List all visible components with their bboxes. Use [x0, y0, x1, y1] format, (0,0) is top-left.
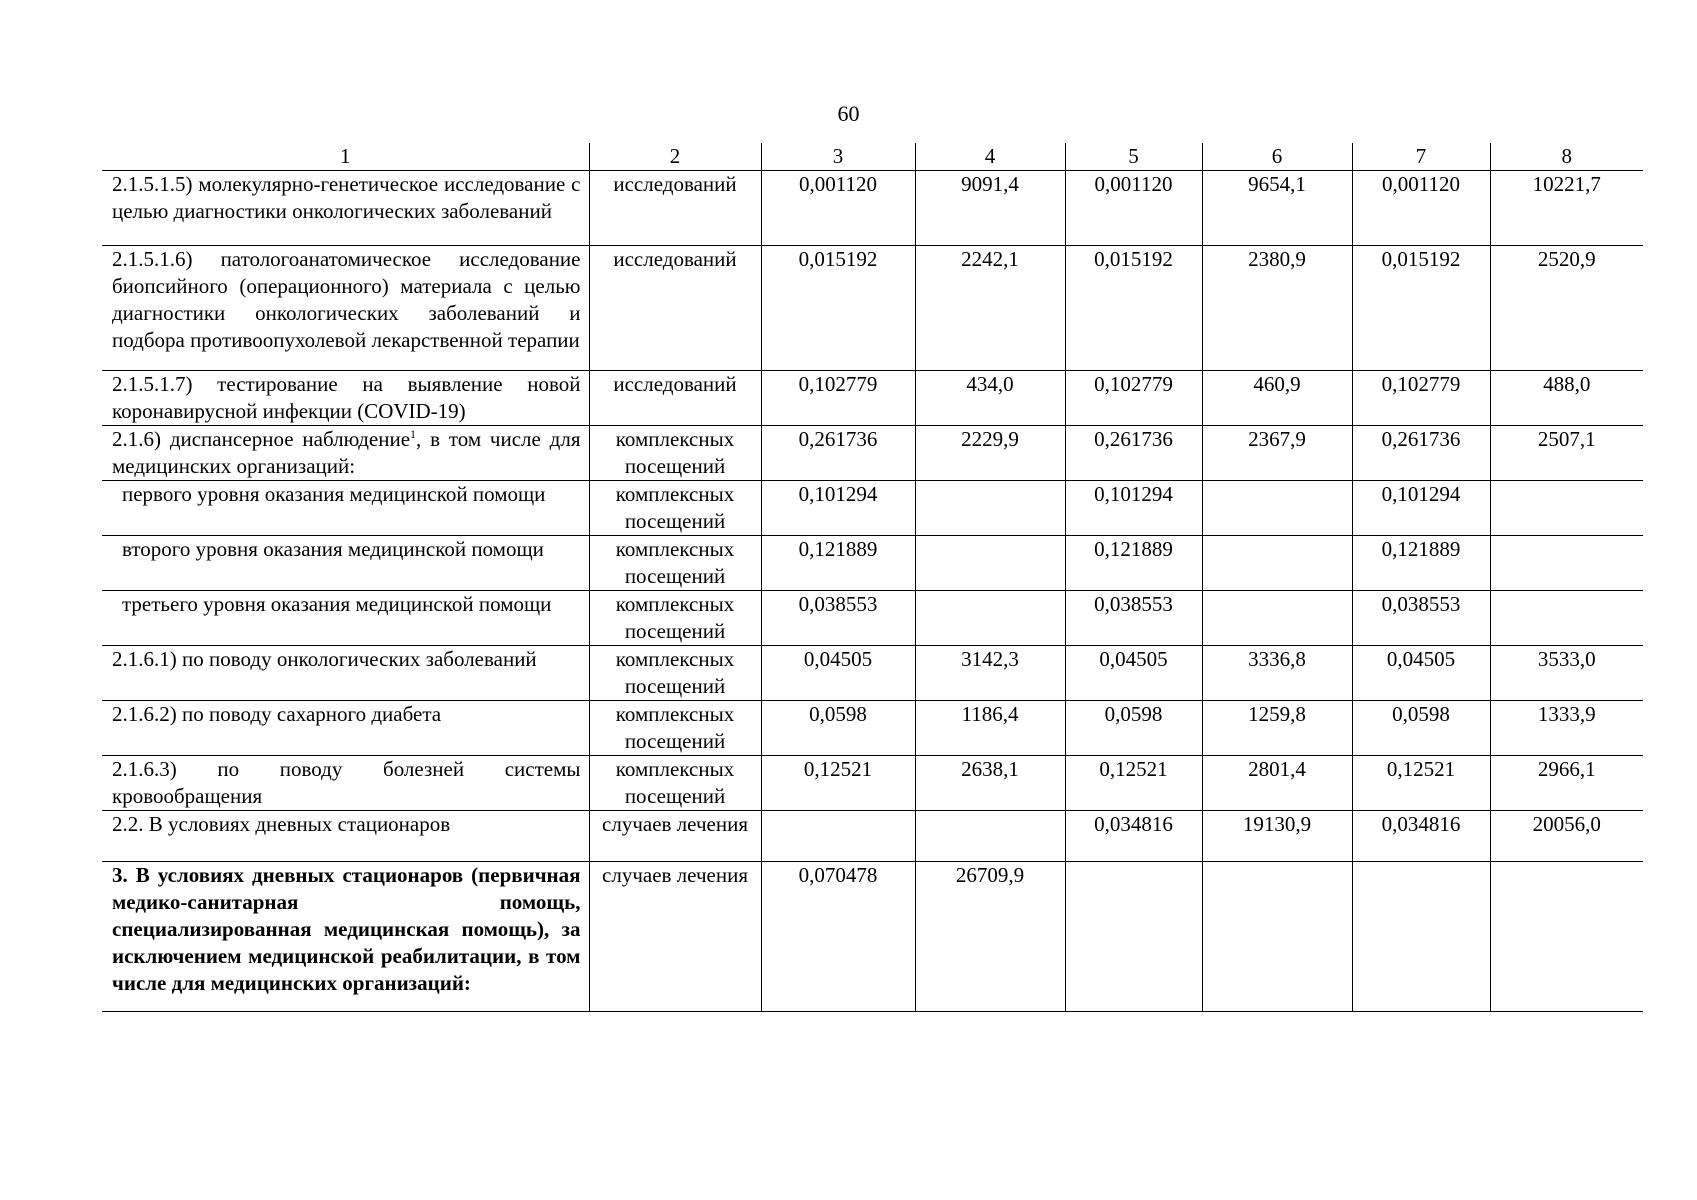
value-cell: 0,001120: [1065, 171, 1202, 246]
value-cell: 0,261736: [1352, 426, 1490, 481]
value-cell: 0,261736: [1065, 426, 1202, 481]
table-row: [102, 756, 1643, 811]
value-cell: [1490, 481, 1643, 536]
value-cell: 1259,8: [1202, 701, 1352, 756]
value-cell: [1202, 862, 1352, 1012]
indicator-name-cell: [102, 862, 589, 1012]
indicator-name-cell: [102, 646, 589, 701]
indicator-name-cell: [102, 426, 589, 481]
value-cell: 0,070478: [761, 862, 915, 1012]
unit-cell: случаев лечения: [589, 811, 761, 862]
table-row: [102, 171, 1643, 246]
value-cell: 0,04505: [761, 646, 915, 701]
table-row: [102, 246, 1643, 371]
unit-cell: комплексных посещений: [589, 481, 761, 536]
value-cell: 0,038553: [1352, 591, 1490, 646]
indicator-name-cell: [102, 591, 589, 646]
value-cell: 20056,0: [1490, 811, 1643, 862]
value-cell: 2229,9: [915, 426, 1065, 481]
value-cell: 0,04505: [1065, 646, 1202, 701]
value-cell: 0,102779: [1352, 371, 1490, 426]
column-header: 1: [102, 143, 589, 171]
footnote-ref: 1: [410, 427, 417, 441]
column-header: 4: [915, 143, 1065, 171]
value-cell: 2380,9: [1202, 246, 1352, 371]
value-cell: 0,034816: [1352, 811, 1490, 862]
column-header: 6: [1202, 143, 1352, 171]
value-cell: 0,015192: [1352, 246, 1490, 371]
indicator-name: второго уровня оказания медицинской помощи: [122, 537, 544, 561]
indicator-name: 2.1.5.1.5) молекулярно-генетическое исследование с целью диагностики онкологических заболеваний: [112, 172, 581, 223]
table-row: [102, 701, 1643, 756]
indicator-name: 2.1.6.1) по поводу онкологических заболеваний: [112, 647, 537, 671]
value-cell: 0,12521: [761, 756, 915, 811]
value-cell: 9654,1: [1202, 171, 1352, 246]
table-row: [102, 862, 1643, 1012]
table-row: [102, 591, 1643, 646]
value-cell: 26709,9: [915, 862, 1065, 1012]
value-cell: [1202, 481, 1352, 536]
value-cell: 2520,9: [1490, 246, 1643, 371]
unit-cell: случаев лечения: [589, 862, 761, 1012]
value-cell: [1352, 862, 1490, 1012]
value-cell: 3336,8: [1202, 646, 1352, 701]
value-cell: 0,121889: [1065, 536, 1202, 591]
value-cell: 0,12521: [1065, 756, 1202, 811]
unit-cell: комплексных посещений: [589, 536, 761, 591]
value-cell: [915, 591, 1065, 646]
value-cell: 0,101294: [761, 481, 915, 536]
value-cell: [1065, 862, 1202, 1012]
value-cell: 0,0598: [761, 701, 915, 756]
value-cell: 3142,3: [915, 646, 1065, 701]
unit-cell: комплексных посещений: [589, 701, 761, 756]
value-cell: 0,102779: [761, 371, 915, 426]
value-cell: [915, 811, 1065, 862]
value-cell: [915, 536, 1065, 591]
unit-cell: исследований: [589, 171, 761, 246]
value-cell: 2507,1: [1490, 426, 1643, 481]
unit-cell: комплексных посещений: [589, 756, 761, 811]
data-table: [102, 143, 1643, 1012]
indicator-name: первого уровня оказания медицинской помощи: [122, 482, 546, 506]
value-cell: 2367,9: [1202, 426, 1352, 481]
value-cell: [915, 481, 1065, 536]
table-row: [102, 481, 1643, 536]
unit-cell: комплексных посещений: [589, 646, 761, 701]
value-cell: 460,9: [1202, 371, 1352, 426]
indicator-name-cell: [102, 481, 589, 536]
indicator-name-cell: [102, 756, 589, 811]
value-cell: [1202, 536, 1352, 591]
column-header: 3: [761, 143, 915, 171]
value-cell: 0,038553: [1065, 591, 1202, 646]
value-cell: [1490, 591, 1643, 646]
value-cell: 0,12521: [1352, 756, 1490, 811]
value-cell: 0,101294: [1352, 481, 1490, 536]
value-cell: 0,001120: [1352, 171, 1490, 246]
indicator-name: 3. В условиях дневных стационаров (первичная медико-санитарная помощь, специализированная медицинская помощь), за исключением медицинской реабилитации, в том числе для медицинских организаций:: [112, 863, 581, 995]
value-cell: 2242,1: [915, 246, 1065, 371]
value-cell: 9091,4: [915, 171, 1065, 246]
indicator-name-cell: [102, 811, 589, 862]
indicator-name: 2.1.6) диспансерное наблюдение: [112, 427, 411, 451]
unit-cell: исследований: [589, 246, 761, 371]
indicator-name-cell: [102, 171, 589, 246]
indicator-name-cell: [102, 701, 589, 756]
indicator-name: 2.1.5.1.6) патологоанатомическое исследование биопсийного (операционного) материала с целью диагностики онкологических заболеваний и подбора противоопухолевой лекарственной терапии: [112, 247, 581, 352]
value-cell: 3533,0: [1490, 646, 1643, 701]
value-cell: [1490, 536, 1643, 591]
value-cell: 0,0598: [1065, 701, 1202, 756]
indicator-name: 2.1.5.1.7) тестирование на выявление новой коронавирусной инфекции (COVID-19): [112, 372, 581, 423]
indicator-name: 2.1.6.3) по поводу болезней системы кровообращения: [112, 757, 581, 808]
table-row: [102, 646, 1643, 701]
column-header: 8: [1490, 143, 1643, 171]
value-cell: [761, 811, 915, 862]
column-header: 5: [1065, 143, 1202, 171]
value-cell: 2638,1: [915, 756, 1065, 811]
value-cell: 0,015192: [1065, 246, 1202, 371]
value-cell: 0,015192: [761, 246, 915, 371]
value-cell: 1333,9: [1490, 701, 1643, 756]
unit-cell: комплексных посещений: [589, 426, 761, 481]
indicator-name-cell: [102, 371, 589, 426]
value-cell: 0,261736: [761, 426, 915, 481]
value-cell: 434,0: [915, 371, 1065, 426]
value-cell: 0,038553: [761, 591, 915, 646]
indicator-name-cell: [102, 536, 589, 591]
unit-cell: комплексных посещений: [589, 591, 761, 646]
indicator-name-tail: , в том числе для медицинских организаций:: [112, 427, 581, 478]
table-row: [102, 811, 1643, 862]
value-cell: 0,102779: [1065, 371, 1202, 426]
indicator-name-cell: [102, 246, 589, 371]
indicator-name: 2.2. В условиях дневных стационаров: [112, 812, 451, 836]
value-cell: 0,001120: [761, 171, 915, 246]
value-cell: 488,0: [1490, 371, 1643, 426]
page-number: 60: [837, 101, 860, 126]
table-row: [102, 371, 1643, 426]
value-cell: 0,034816: [1065, 811, 1202, 862]
indicator-name: третьего уровня оказания медицинской помощи: [122, 592, 552, 616]
value-cell: 2801,4: [1202, 756, 1352, 811]
indicator-name: 2.1.6.2) по поводу сахарного диабета: [112, 702, 442, 726]
table-row: [102, 426, 1643, 481]
value-cell: 2966,1: [1490, 756, 1643, 811]
value-cell: 0,04505: [1352, 646, 1490, 701]
value-cell: 0,121889: [761, 536, 915, 591]
value-cell: 1186,4: [915, 701, 1065, 756]
value-cell: 0,101294: [1065, 481, 1202, 536]
table-row: [102, 536, 1643, 591]
value-cell: [1202, 591, 1352, 646]
value-cell: 10221,7: [1490, 171, 1643, 246]
value-cell: 0,0598: [1352, 701, 1490, 756]
column-header: 7: [1352, 143, 1490, 171]
value-cell: 0,121889: [1352, 536, 1490, 591]
unit-cell: исследований: [589, 371, 761, 426]
header-row: [102, 143, 1643, 171]
value-cell: [1490, 862, 1643, 1012]
value-cell: 19130,9: [1202, 811, 1352, 862]
column-header: 2: [589, 143, 761, 171]
